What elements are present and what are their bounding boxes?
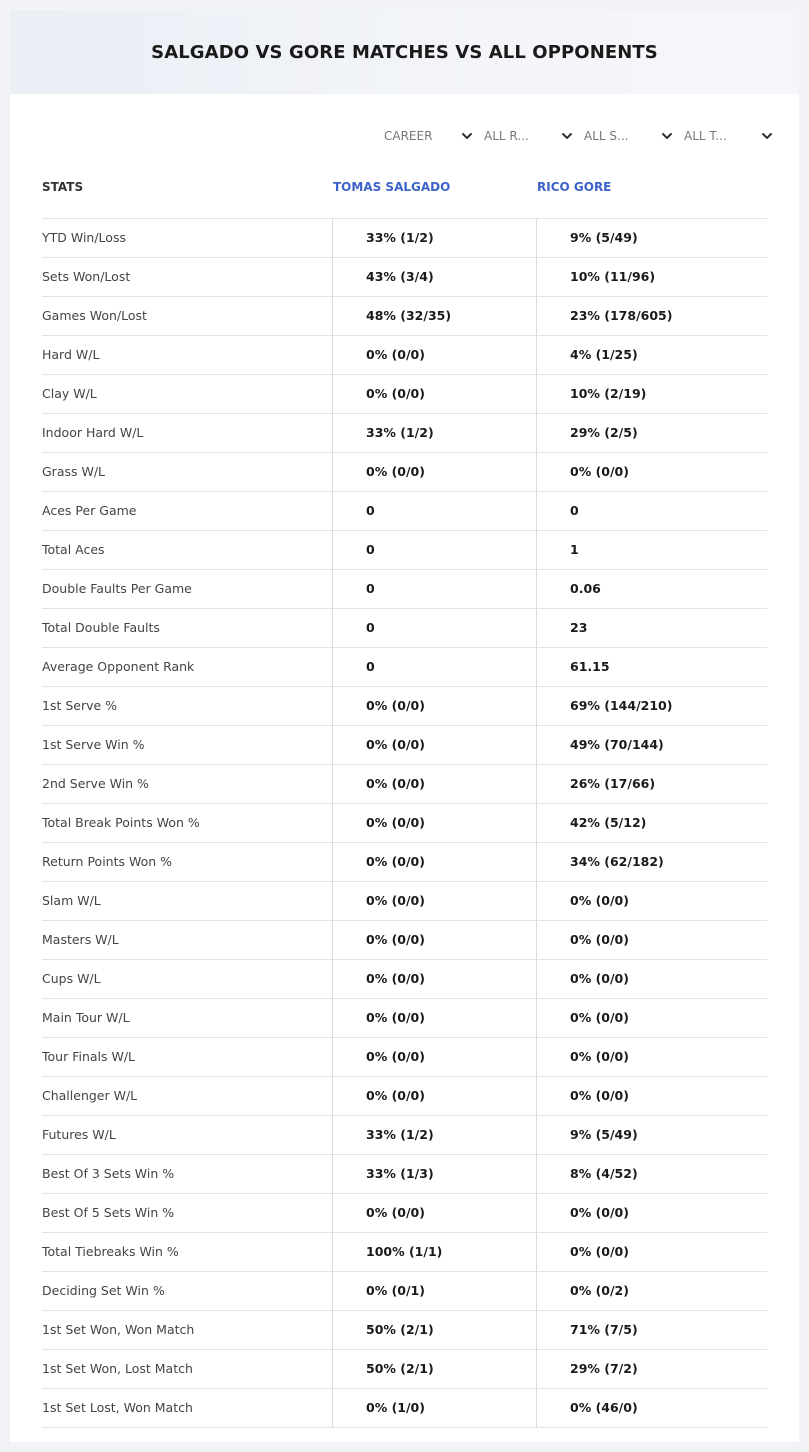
stat-value-gore: 26% (17/66)	[536, 765, 767, 803]
table-row	[42, 1311, 767, 1350]
stat-label: Return Points Won %	[42, 854, 173, 869]
stat-value-gore: 0	[536, 492, 767, 530]
stat-value-gore: 0% (0/0)	[536, 921, 767, 959]
stat-value-salgado: 0% (0/0)	[332, 804, 536, 842]
table-row	[42, 1155, 767, 1194]
stat-value-salgado: 0% (1/0)	[332, 1389, 536, 1427]
stat-value-salgado: 33% (1/2)	[332, 219, 536, 257]
stat-value-salgado: 0	[332, 609, 536, 647]
filter-label: ALL R...	[484, 129, 529, 143]
stat-label: Slam W/L	[42, 893, 101, 908]
filter-tournament-select[interactable]	[684, 126, 784, 146]
filter-period-select[interactable]	[384, 126, 484, 146]
column-header-stats: STATS	[42, 180, 84, 194]
stats-card	[10, 10, 799, 1442]
stat-value-salgado: 33% (1/3)	[332, 1155, 536, 1193]
stat-value-gore: 42% (5/12)	[536, 804, 767, 842]
filter-surface-select[interactable]	[584, 126, 684, 146]
stat-value-salgado: 0% (0/0)	[332, 375, 536, 413]
stat-value-salgado: 0% (0/0)	[332, 1077, 536, 1115]
chevron-down-icon	[560, 129, 574, 143]
stat-label: 1st Set Won, Lost Match	[42, 1361, 193, 1376]
stat-value-salgado: 0	[332, 531, 536, 569]
stat-value-gore: 9% (5/49)	[536, 1116, 767, 1154]
table-row	[42, 960, 767, 999]
table-row	[42, 1116, 767, 1155]
stat-label: Cups W/L	[42, 971, 101, 986]
stat-label: Games Won/Lost	[42, 308, 147, 323]
table-row	[42, 375, 767, 414]
stat-value-gore: 69% (144/210)	[536, 687, 767, 725]
filter-label: ALL S...	[584, 129, 629, 143]
table-row	[42, 1077, 767, 1116]
stat-value-gore: 34% (62/182)	[536, 843, 767, 881]
table-row	[42, 648, 767, 687]
table-row	[42, 414, 767, 453]
stat-label: Best Of 3 Sets Win %	[42, 1166, 175, 1181]
chevron-down-icon	[460, 129, 474, 143]
page-title: SALGADO VS GORE MATCHES VS ALL OPPONENTS	[151, 41, 658, 63]
table-row	[42, 258, 767, 297]
stat-value-gore: 10% (11/96)	[536, 258, 767, 296]
stat-label: Total Aces	[42, 542, 105, 557]
stat-value-gore: 49% (70/144)	[536, 726, 767, 764]
stat-label: Hard W/L	[42, 347, 100, 362]
stat-label: Futures W/L	[42, 1127, 116, 1142]
stat-value-salgado: 0% (0/0)	[332, 960, 536, 998]
table-row	[42, 336, 767, 375]
stat-value-salgado: 0% (0/0)	[332, 999, 536, 1037]
stat-value-salgado: 100% (1/1)	[332, 1233, 536, 1271]
card-header	[10, 10, 799, 94]
filter-label: CAREER	[384, 129, 433, 143]
stat-label: Average Opponent Rank	[42, 659, 195, 674]
table-row	[42, 1038, 767, 1077]
table-row	[42, 765, 767, 804]
table-row	[42, 999, 767, 1038]
table-row	[42, 843, 767, 882]
stat-value-gore: 23	[536, 609, 767, 647]
stat-value-gore: 0% (0/0)	[536, 1194, 767, 1232]
stat-label: Total Break Points Won %	[42, 815, 200, 830]
stat-value-gore: 4% (1/25)	[536, 336, 767, 374]
table-body	[42, 219, 767, 1428]
stat-label: 1st Set Lost, Won Match	[42, 1400, 193, 1415]
stat-value-gore: 0% (0/0)	[536, 1038, 767, 1076]
table-row	[42, 570, 767, 609]
stat-value-salgado: 0% (0/0)	[332, 336, 536, 374]
table-row	[42, 882, 767, 921]
stat-value-gore: 0% (0/0)	[536, 1233, 767, 1271]
stat-label: Deciding Set Win %	[42, 1283, 165, 1298]
stat-label: Aces Per Game	[42, 503, 137, 518]
stat-value-gore: 0.06	[536, 570, 767, 608]
stat-value-salgado: 50% (2/1)	[332, 1311, 536, 1349]
table-row	[42, 609, 767, 648]
stat-label: Best Of 5 Sets Win %	[42, 1205, 175, 1220]
player-link-rico-gore[interactable]: RICO GORE	[537, 180, 612, 194]
stat-value-salgado: 0% (0/0)	[332, 921, 536, 959]
stat-value-gore: 9% (5/49)	[536, 219, 767, 257]
filter-rounds-select[interactable]	[484, 126, 584, 146]
stat-value-gore: 8% (4/52)	[536, 1155, 767, 1193]
table-row	[42, 1194, 767, 1233]
stat-label: Challenger W/L	[42, 1088, 138, 1103]
player-link-tomas-salgado[interactable]: TOMAS SALGADO	[333, 180, 451, 194]
stat-value-salgado: 50% (2/1)	[332, 1350, 536, 1388]
chevron-down-icon	[760, 129, 774, 143]
stat-value-gore: 10% (2/19)	[536, 375, 767, 413]
stat-value-salgado: 43% (3/4)	[332, 258, 536, 296]
stat-value-salgado: 0% (0/1)	[332, 1272, 536, 1310]
stat-value-salgado: 0% (0/0)	[332, 843, 536, 881]
stat-value-salgado: 0	[332, 570, 536, 608]
stat-value-salgado: 0% (0/0)	[332, 1038, 536, 1076]
stat-value-salgado: 0% (0/0)	[332, 1194, 536, 1232]
table-row	[42, 1350, 767, 1389]
stat-value-gore: 0% (0/0)	[536, 960, 767, 998]
stat-value-salgado: 33% (1/2)	[332, 1116, 536, 1154]
stat-label: Total Tiebreaks Win %	[42, 1244, 179, 1259]
filter-label: ALL T...	[684, 129, 727, 143]
stat-label: Main Tour W/L	[42, 1010, 130, 1025]
table-row	[42, 1272, 767, 1311]
stat-label: 1st Serve %	[42, 698, 118, 713]
stat-value-gore: 29% (2/5)	[536, 414, 767, 452]
stat-value-gore: 0% (0/0)	[536, 882, 767, 920]
table-row	[42, 531, 767, 570]
stat-value-salgado: 0% (0/0)	[332, 726, 536, 764]
stat-value-gore: 29% (7/2)	[536, 1350, 767, 1388]
stat-value-gore: 61.15	[536, 648, 767, 686]
stat-value-gore: 0% (0/0)	[536, 453, 767, 491]
stat-value-salgado: 0	[332, 492, 536, 530]
stat-label: 1st Set Won, Won Match	[42, 1322, 195, 1337]
table-row	[42, 687, 767, 726]
stat-label: Total Double Faults	[42, 620, 160, 635]
chevron-down-icon	[660, 129, 674, 143]
stat-value-gore: 0% (46/0)	[536, 1389, 767, 1427]
stat-value-gore: 71% (7/5)	[536, 1311, 767, 1349]
stat-value-salgado: 0	[332, 648, 536, 686]
stat-label: YTD Win/Loss	[42, 230, 126, 245]
table-row	[42, 1389, 767, 1428]
table-row	[42, 219, 767, 258]
stat-label: 2nd Serve Win %	[42, 776, 149, 791]
table-row	[42, 297, 767, 336]
stat-value-gore: 0% (0/0)	[536, 999, 767, 1037]
filter-bar	[384, 126, 784, 146]
table-row	[42, 921, 767, 960]
stat-label: 1st Serve Win %	[42, 737, 145, 752]
stat-value-salgado: 0% (0/0)	[332, 687, 536, 725]
table-header-row	[42, 160, 767, 219]
stat-value-gore: 0% (0/0)	[536, 1077, 767, 1115]
stat-label: Clay W/L	[42, 386, 97, 401]
stat-label: Double Faults Per Game	[42, 581, 192, 596]
stats-table	[42, 160, 767, 1428]
table-row	[42, 726, 767, 765]
stat-value-salgado: 0% (0/0)	[332, 882, 536, 920]
table-row	[42, 1233, 767, 1272]
stat-value-salgado: 33% (1/2)	[332, 414, 536, 452]
table-row	[42, 492, 767, 531]
stat-value-salgado: 0% (0/0)	[332, 453, 536, 491]
stat-value-salgado: 48% (32/35)	[332, 297, 536, 335]
table-row	[42, 804, 767, 843]
table-row	[42, 453, 767, 492]
stat-label: Sets Won/Lost	[42, 269, 131, 284]
stat-label: Grass W/L	[42, 464, 106, 479]
stat-label: Tour Finals W/L	[42, 1049, 136, 1064]
stat-value-gore: 23% (178/605)	[536, 297, 767, 335]
stat-value-gore: 0% (0/2)	[536, 1272, 767, 1310]
stat-value-gore: 1	[536, 531, 767, 569]
stat-label: Masters W/L	[42, 932, 119, 947]
stat-label: Indoor Hard W/L	[42, 425, 144, 440]
stat-value-salgado: 0% (0/0)	[332, 765, 536, 803]
